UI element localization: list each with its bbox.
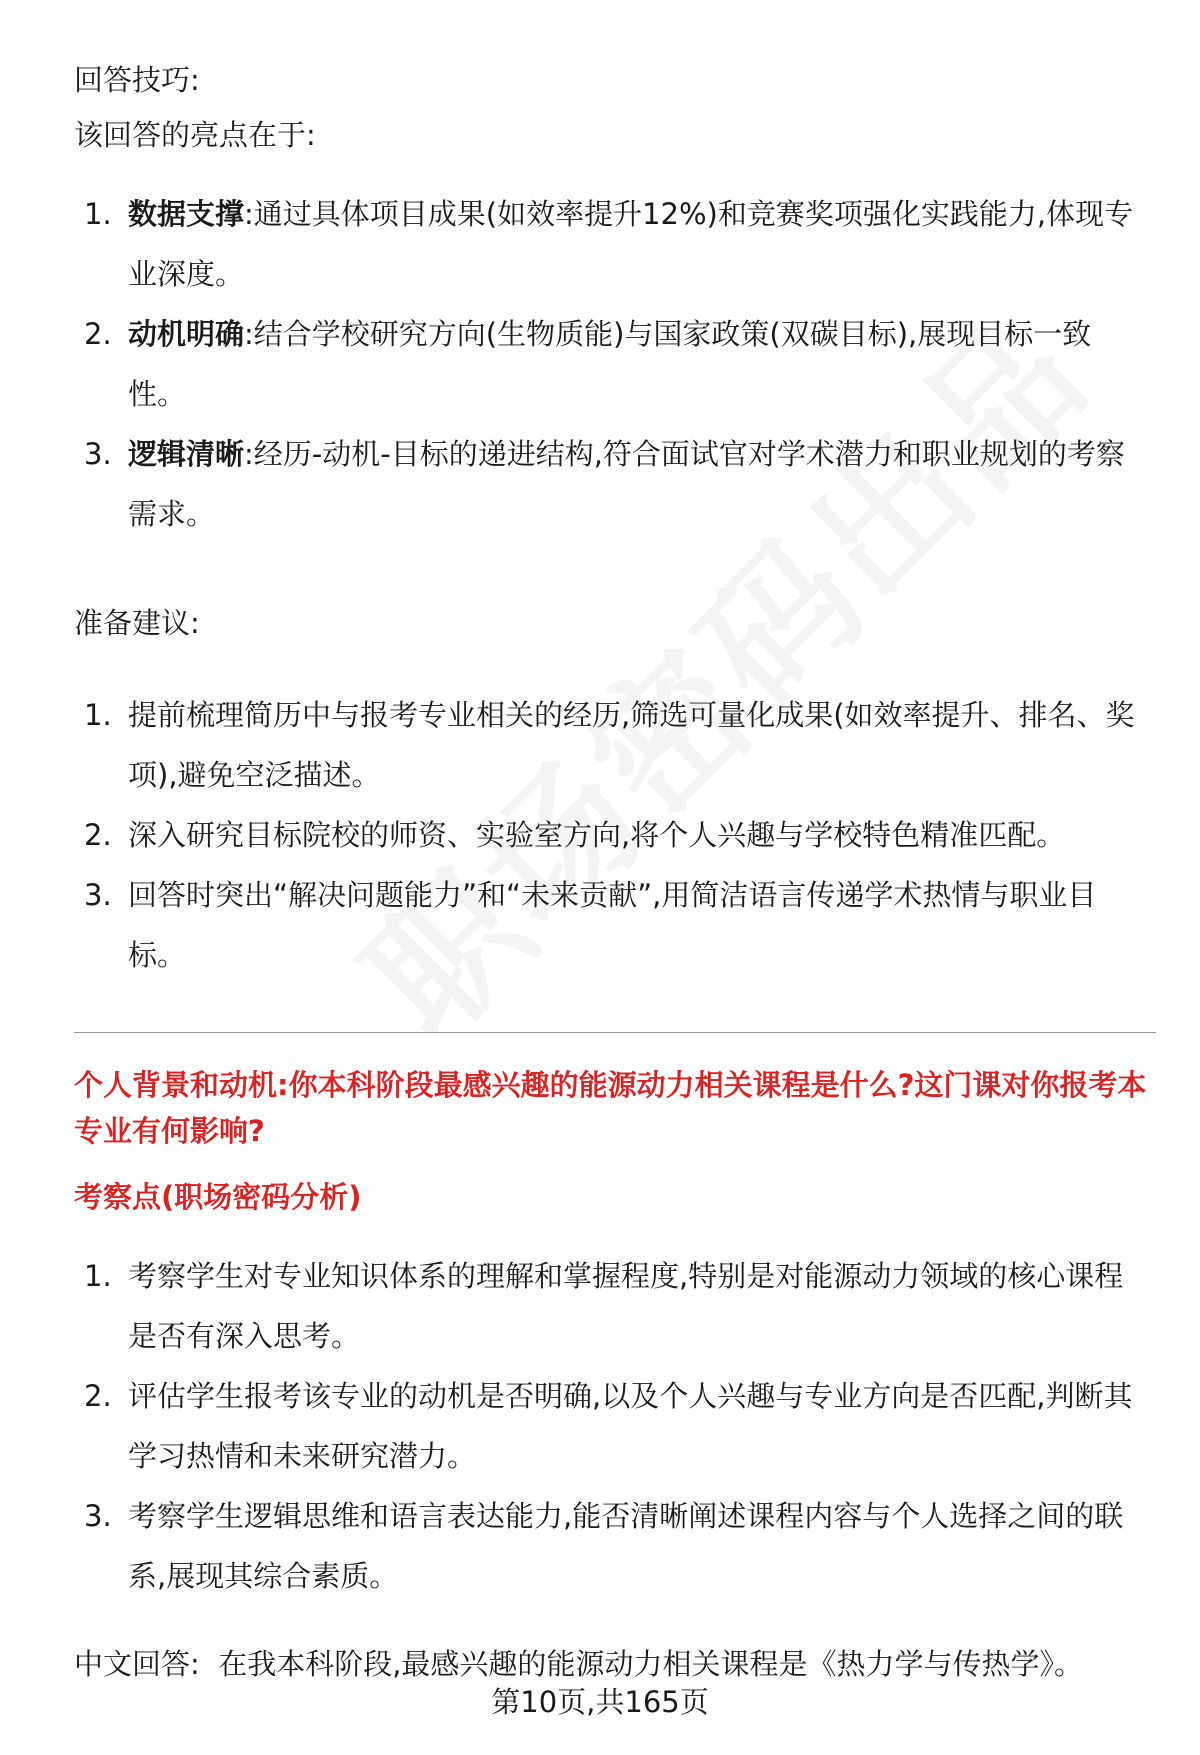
list-item bbox=[74, 1486, 1148, 1606]
list-number: 2. bbox=[84, 818, 112, 852]
list-number: 2. bbox=[84, 317, 112, 351]
list-number: 2. bbox=[84, 1379, 112, 1413]
list-number: 1. bbox=[84, 197, 112, 231]
question-heading: 个人背景和动机:你本科阶段最感兴趣的能源动力相关课程是什么?这门课对你报考本专业有何影响? bbox=[74, 1068, 1147, 1148]
highlight-text: :通过具体项目成果(如效率提升12%)和竞赛奖项强化实践能力,体现专业深度。 bbox=[128, 197, 1134, 291]
list-number: 3. bbox=[84, 1499, 112, 1533]
list-text: 考察学生对专业知识体系的理解和掌握程度,特别是对能源动力领域的核心课程是否有深入思考。 bbox=[128, 1259, 1124, 1353]
list-item bbox=[74, 685, 1148, 805]
list-item bbox=[74, 865, 1148, 985]
list-item bbox=[74, 184, 1148, 304]
list-text: 深入研究目标院校的师资、实验室方向,将个人兴趣与学校特色精准匹配。 bbox=[128, 818, 1066, 852]
highlight-text: :结合学校研究方向(生物质能)与国家政策(双碳目标),展现目标一致性。 bbox=[128, 317, 1092, 411]
highlights-list bbox=[74, 184, 1148, 544]
list-item bbox=[74, 805, 1148, 865]
highlights-intro: 该回答的亮点在于: bbox=[74, 118, 316, 152]
divider bbox=[74, 1032, 1156, 1033]
highlight-keyword: 逻辑清晰 bbox=[128, 437, 245, 471]
analysis-heading: 考察点(职场密码分析) bbox=[74, 1180, 362, 1214]
list-text: 评估学生报考该专业的动机是否明确,以及个人兴趣与专业方向是否匹配,判断其学习热情和未来研究潜力。 bbox=[128, 1379, 1133, 1473]
answer-tips-title: 回答技巧: bbox=[74, 63, 200, 97]
list-item bbox=[74, 424, 1148, 544]
answer-label: 中文回答: bbox=[74, 1647, 200, 1681]
list-number: 1. bbox=[84, 1259, 112, 1293]
page-number: 第10页,共165页 bbox=[491, 1685, 709, 1719]
highlight-keyword: 动机明确 bbox=[128, 317, 245, 351]
highlight-keyword: 数据支撑 bbox=[128, 197, 245, 231]
list-text: 考察学生逻辑思维和语言表达能力,能否清晰阐述课程内容与个人选择之间的联系,展现其综合素质。 bbox=[128, 1499, 1124, 1593]
preparation-title: 准备建议: bbox=[74, 606, 200, 640]
list-item bbox=[74, 1246, 1148, 1366]
list-number: 3. bbox=[84, 878, 112, 912]
preparation-list bbox=[74, 685, 1148, 985]
list-item bbox=[74, 1366, 1148, 1486]
highlight-text: :经历-动机-目标的递进结构,符合面试官对学术潜力和职业规划的考察需求。 bbox=[128, 437, 1125, 531]
list-number: 1. bbox=[84, 698, 112, 732]
list-number: 3. bbox=[84, 437, 112, 471]
list-text: 回答时突出“解决问题能力”和“未来贡献”,用简洁语言传递学术热情与职业目标。 bbox=[128, 878, 1097, 972]
answer-text: 在我本科阶段,最感兴趣的能源动力相关课程是《热力学与传热学》。 bbox=[218, 1647, 1083, 1681]
answer-paragraph bbox=[74, 1646, 1083, 1682]
analysis-list bbox=[74, 1246, 1148, 1606]
list-item bbox=[74, 304, 1148, 424]
list-text: 提前梳理简历中与报考专业相关的经历,筛选可量化成果(如效率提升、排名、奖项),避免空泛描述。 bbox=[128, 698, 1135, 792]
